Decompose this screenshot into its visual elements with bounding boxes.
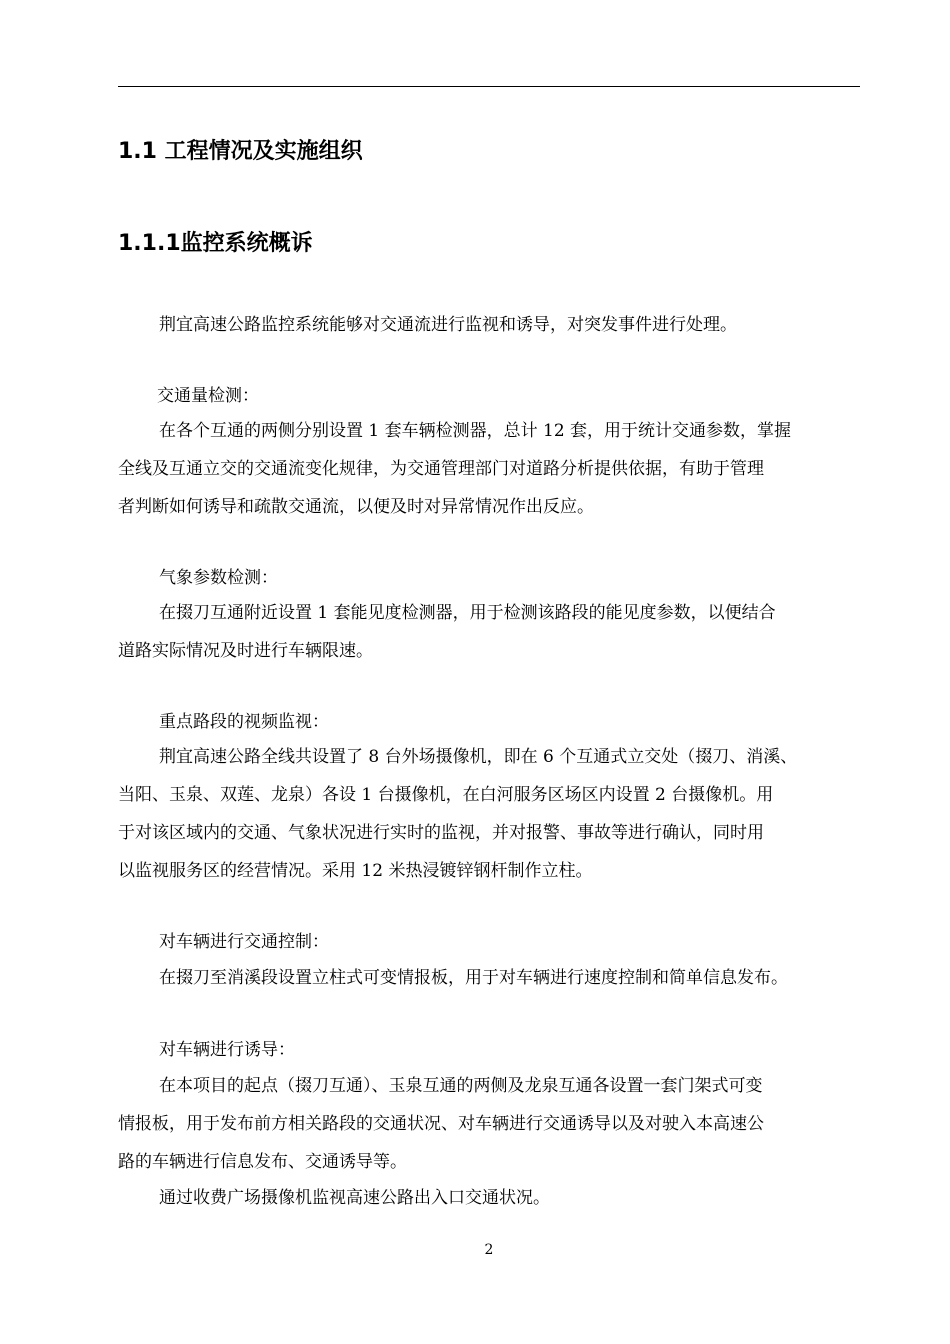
traffic-line: 者判断如何诱导和疏散交通流，以便及时对异常情况作出反应。 [118,497,594,517]
video-line: 以监视服务区的经营情况。采用 12 米热浸镀锌钢杆制作立柱。 [118,861,593,881]
traffic-label: 交通量检测： [157,386,259,406]
page-number: 2 [484,1242,494,1258]
guidance-line: 在本项目的起点（掇刀互通）、玉泉互通的两侧及龙泉互通各设置一套门架式可变 [159,1076,763,1096]
section-heading: 1.1 工程情况及实施组织 [118,139,363,164]
weather-line: 在掇刀互通附近设置 1 套能见度检测器，用于检测该路段的能见度参数，以便结合 [159,603,776,623]
video-line: 当阳、玉泉、双莲、龙泉）各设 1 台摄像机，在白河服务区场区内设置 2 台摄像机。用 [118,785,774,805]
video-line: 于对该区域内的交通、气象状况进行实时的监视，并对报警、事故等进行确认，同时用 [118,823,764,843]
control-label: 对车辆进行交通控制： [159,932,329,952]
video-label: 重点路段的视频监视： [159,712,329,732]
guidance-label: 对车辆进行诱导： [159,1040,295,1060]
guidance-line: 情报板，用于发布前方相关路段的交通状况、对车辆进行交通诱导以及对驶入本高速公 [118,1114,764,1134]
video-line: 荆宜高速公路全线共设置了 8 台外场摄像机，即在 6 个互通式立交处（掇刀、消溪、 [159,747,798,767]
weather-label: 气象参数检测： [159,568,278,588]
traffic-line: 在各个互通的两侧分别设置 1 套车辆检测器，总计 12 套，用于统计交通参数，掌握 [159,421,792,441]
weather-line: 道路实际情况及时进行车辆限速。 [118,641,373,661]
closing-paragraph: 通过收费广场摄像机监视高速公路出入口交通状况。 [159,1188,550,1208]
guidance-line: 路的车辆进行信息发布、交通诱导等。 [118,1152,407,1172]
header-rule [118,86,860,87]
intro-paragraph: 荆宜高速公路监控系统能够对交通流进行监视和诱导，对突发事件进行处理。 [159,315,737,335]
control-line: 在掇刀至消溪段设置立柱式可变情报板，用于对车辆进行速度控制和简单信息发布。 [159,968,788,988]
traffic-line: 全线及互通立交的交通流变化规律，为交通管理部门对道路分析提供依据，有助于管理 [118,459,764,479]
subsection-heading: 1.1.1监控系统概诉 [118,231,313,256]
